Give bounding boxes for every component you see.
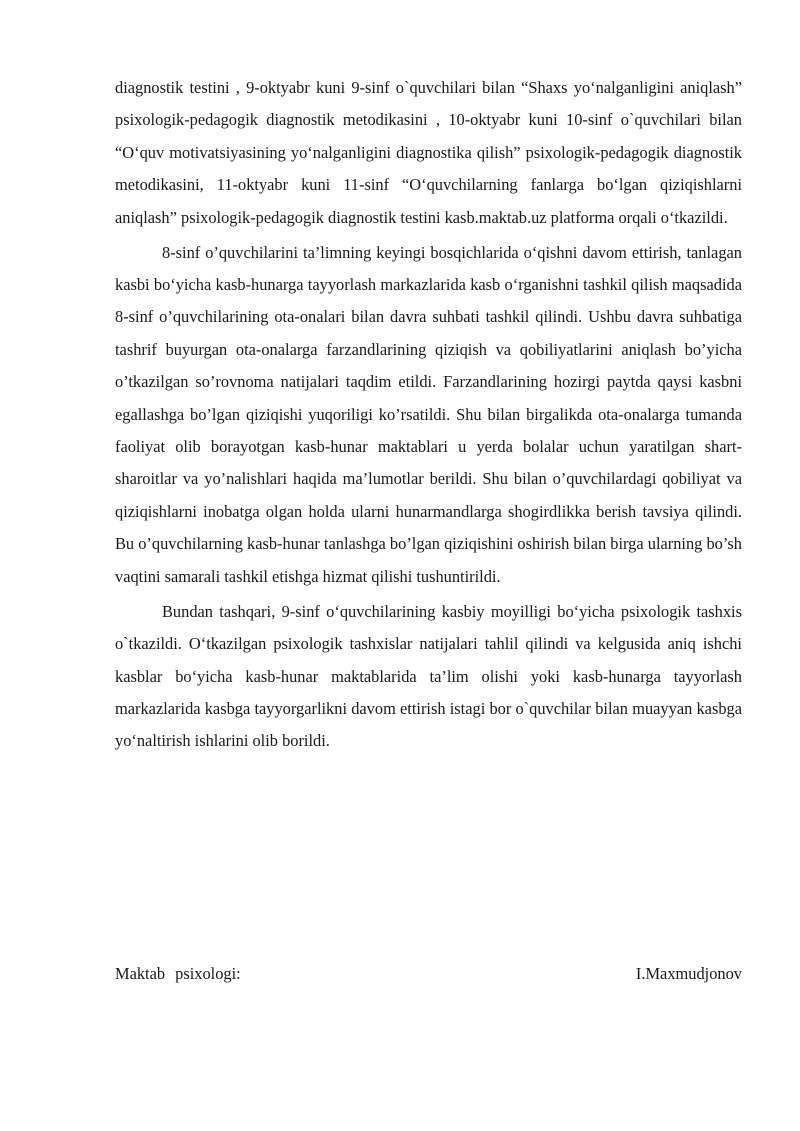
paragraph-career-guidance: Bundan tashqari, 9-sinf o‘quvchilarining kasbiy moyilligi bo‘yicha psixologik tashxis o`tkazildi. O‘tkazilgan psixologik tashxislar natijalari tahlil qilindi va kelgusida aniq ishchi kasblar bo‘yicha kasb-hunar maktablarida ta’lim olishi yoki kasb-hunarga tayyorlash markazlarida kasbga tayyorgarlikni davom ettirish istagi bor o`quvchilar bilan muayyan kasbga yo‘naltirish ishlarini olib borildi. [115, 601, 742, 751]
document-body [115, 72, 742, 758]
signature-block [115, 958, 742, 990]
signature-role: Maktab psixologi: [115, 964, 241, 983]
paragraph-diagnostics: diagnostik testini , 9-oktyabr kuni 9-sinf o`quvchilari bilan “Shaxs yo‘nalganligini aniqlash” psixologik-pedagogik diagnostik metodikasini , 10-oktyabr kuni 10-sinf o`quvchilari bilan “O‘quv motivatsiyasining yo‘nalganligini diagnostika qilish” psixologik-pedagogik diagnostik metodikasini, 11-oktyabr kuni 11-sinf “O‘quvchilarning fanlarga bo‘lgan qiziqishlarni aniqlash” psixologik-pedagogik diagnostik testini kasb.maktab.uz platforma orqali o‘tkazildi. [115, 78, 742, 227]
signature-name: I.Maxmudjonov [635, 964, 742, 983]
paragraph-parents-meeting: 8-sinf o’quvchilarini ta’limning keyingi bosqichlarida o‘qishni davom ettirish, tanlagan kasbi bo‘yicha kasb-hunarga tayyorlash markazlarida kasb o‘rganishni tashkil qilish maqsadida 8-sinf o’quvchilarining ota-onalari bilan davra suhbati tashkil qilindi. Ushbu davra suhbatiga tashrif buyurgan ota-onalarga farzandlarining qiziqish va qobiliyatlarini aniqlash bo’yicha o’tkazilgan so’rovnoma natijalari taqdim etildi. Farzandlarining hozirgi paytda qaysi kasbni egallashga bo’lgan qiziqishi yuqoriligi ko’rsatildi. Shu bilan birgalikda ota-onalarga tumanda faoliyat olib borayotgan kasb-hunar maktablari u yerda bolalar uchun yaratilgan shart-sharoitlar va yo’nalishlari haqida ma’lumotlar berildi. Shu bilan o’quvchilardagi qobiliyat va qiziqishlarni inobatga olgan holda ularni hunarmandlarga shogirdlikka berish tavsiya qilindi. Bu o’quvchilarning kasb-hunar tanlashga bo’lgan qiziqishini oshirish bilan birga ularning bo’sh vaqtini samarali tashkil etishga hizmat qilishi tushuntirildi. [115, 242, 742, 586]
